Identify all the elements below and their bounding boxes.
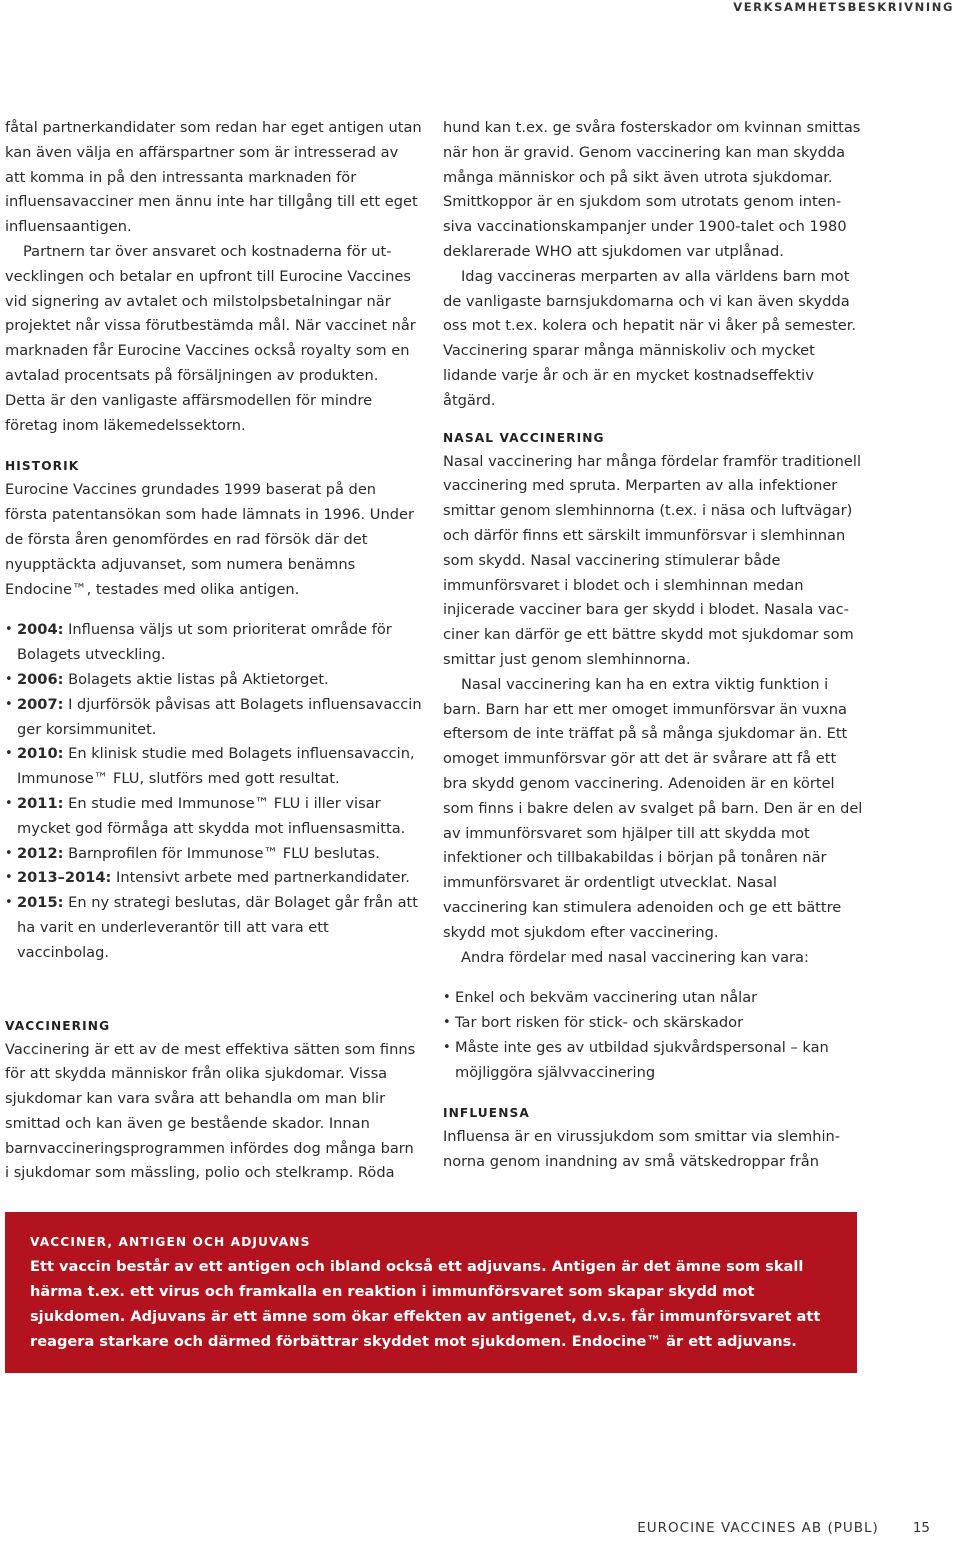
timeline-year: 2006: <box>17 670 64 688</box>
timeline-item <box>5 693 422 743</box>
factbox-heading: VACCINER, ANTIGEN OCH ADJUVANS <box>30 1235 311 1249</box>
influensa-heading: INFLUENSA <box>443 1106 530 1121</box>
nasal-paragraph-2: Nasal vaccinering kan ha en extra viktig funktion i barn. Barn har ett mer omoget immunförsvar än vuxna eftersom de inte träffat på så många sjukdomar än. Ett omoget immunförsvar gör att det är svårare att få ett bra skydd genom vaccinering. Adenoiden är en körtel som finns i bakre delen av svalget på barn. Den är en del av immunförsvaret som hjälper till att skydda mot infektioner och tillbakabildas i början på tonåren när immunförsvaret är ordentligt utvecklat. Nasal vaccinering kan stimulera adenoiden och ge ett bättre skydd mot sjukdom efter vaccinering. <box>443 675 863 941</box>
timeline-item <box>5 742 422 792</box>
timeline-year: 2010: <box>17 745 64 763</box>
left-column <box>5 116 422 1186</box>
timeline-year: 2012: <box>17 844 64 862</box>
right-column <box>443 116 863 1175</box>
right-paragraph-2: Idag vaccineras merparten av alla världens barn mot de vanligaste barnsjukdomarna och vi kan även skydda oss mot t.ex. kolera och hepatit när vi åker på semester. Vaccinering sparar många människoliv och mycket lidande varje år och är en mycket kostnadseffektiv åtgärd. <box>443 267 857 409</box>
left-paragraph-2: Partnern tar över ansvaret och kostnaderna för utvecklingen och betalar en upfront till Eurocine Vaccines vid signering av avtalet och milstolpsbetalningar när projektet når vissa förutbestämda mål. När vaccinet når marknaden får Eurocine Vaccines också royalty som en avtalad procentsats på försäljningen av produkten. Detta är den vanligaste affärsmodellen för mindre företag inom läkemedelssektorn. <box>5 242 416 434</box>
factbox-text: Ett vaccin består av ett antigen och ibland också ett adjuvans. Antigen är det ämne som skall härma t.ex. ett virus och framkalla en reaktion i immunförsvaret som skapar skydd mot sjukdomen. Adjuvans är ett ämne som ökar effekten av antigenet, d.v.s. får immunförsvaret att reagera starkare och därmed förbättrar skyddet mot sjukdomen. Endocine™ är ett adjuvans. <box>30 1258 821 1350</box>
influensa-paragraph: Influensa är en virussjukdom som smittar via slemhinnorna genom inandning av små vätskedroppar från <box>443 1128 841 1171</box>
page-footer <box>637 1520 930 1536</box>
factbox <box>5 1212 857 1373</box>
timeline-year: 2015: <box>17 894 64 912</box>
benefit-item: • Tar bort risken för stick- och skärskador <box>443 1011 863 1036</box>
timeline-item <box>5 792 422 842</box>
timeline-text: Influensa väljs ut som prioriterat område för Bolagets utveckling. <box>17 621 392 664</box>
timeline-year: 2004: <box>17 621 64 639</box>
timeline-text: En studie med Immunose™ FLU i iller visar mycket god förmåga att skydda mot influensasmitta. <box>17 794 406 837</box>
timeline-text: En klinisk studie med Bolagets influensavaccin, Immunose™ FLU, slutförs med gott resultat. <box>17 745 415 788</box>
timeline-list <box>5 618 422 965</box>
timeline-item <box>5 866 422 891</box>
footer-company: EUROCINE VACCINES AB (PUBL) <box>637 1520 879 1536</box>
historik-heading: HISTORIK <box>5 459 80 474</box>
timeline-year: 2007: <box>17 695 64 713</box>
timeline-year: 2013–2014: <box>17 869 112 887</box>
page-number: 15 <box>912 1520 930 1536</box>
benefits-list <box>443 986 863 1085</box>
left-paragraph-1: fåtal partnerkandidater som redan har eget antigen utan kan även välja en affärspartner som är intresserad av att komma in på den intressanta marknaden för influensavacciner men ännu inte har tillgång till ett eget influensaantigen. <box>5 119 422 236</box>
historik-paragraph: Eurocine Vaccines grundades 1999 baserat på den första patentansökan som hade lämnats in 1996. Under de första åren genomfördes en rad försök där det nyupptäckta adjuvanset, som numera benämns Endocine™, testades med olika antigen. <box>5 481 414 598</box>
timeline-text: En ny strategi beslutas, där Bolaget går från att ha varit en underleverantör till att vara ett vaccinbolag. <box>17 894 418 961</box>
timeline-text: Barnprofilen för Immunose™ FLU beslutas. <box>63 844 380 862</box>
timeline-item <box>5 891 422 965</box>
benefit-item: • Enkel och bekväm vaccinering utan nålar <box>443 986 863 1011</box>
timeline-item <box>5 618 422 668</box>
timeline-item <box>5 842 422 867</box>
timeline-item <box>5 668 422 693</box>
section-label: VERKSAMHETSBESKRIVNING <box>733 0 954 14</box>
nasal-paragraph-3: Andra fördelar med nasal vaccinering kan vara: <box>461 948 809 966</box>
timeline-year: 2011: <box>17 794 64 812</box>
timeline-text: I djurförsök påvisas att Bolagets influensavaccin ger korsimmunitet. <box>17 695 422 738</box>
benefit-item: • Måste inte ges av utbildad sjukvårdspersonal – kan möjliggöra självvaccinering <box>443 1036 863 1086</box>
timeline-text: Intensivt arbete med partnerkandidater. <box>111 869 410 887</box>
timeline-text: Bolagets aktie listas på Aktietorget. <box>63 670 329 688</box>
vaccinering-heading: VACCINERING <box>5 1018 111 1033</box>
right-paragraph-1: hund kan t.ex. ge svåra fosterskador om kvinnan smittas när hon är gravid. Genom vaccinering kan man skydda många människor och på sikt även utrota sjukdomar. Smittkoppor är en sjukdom som utrotats genom intensiva vaccinationskampanjer under 1900-talet och 1980 deklarerade WHO att sjukdomen var utplånad. <box>443 119 861 260</box>
nasal-heading: NASAL VACCINERING <box>443 430 605 445</box>
vaccinering-paragraph: Vaccinering är ett av de mest effektiva sätten som finns för att skydda människor från olika sjukdomar. Vissa sjukdomar kan vara svåra att behandla om man blir smittad och kan även ge bestående skador. Innan barnvaccineringsprogrammen infördes dog många barn i sjukdomar som mässling, polio och stelkramp. Röda <box>5 1040 416 1182</box>
nasal-paragraph-1: Nasal vaccinering har många fördelar framför traditionell vaccinering med spruta. Merparten av alla infektioner smittar genom slemhinnorna (t.ex. i näsa och luftvägar) och därför finns ett särskilt immunförsvar i slemhinnan som skydd. Nasal vaccinering stimulerar både immunförsvaret i blodet och i slemhinnan medan injicerade vacciner bara ger skydd i blodet. Nasala vacciner kan därför ge ett bättre skydd mot sjukdomar som smittar just genom slemhinnorna. <box>443 452 862 668</box>
